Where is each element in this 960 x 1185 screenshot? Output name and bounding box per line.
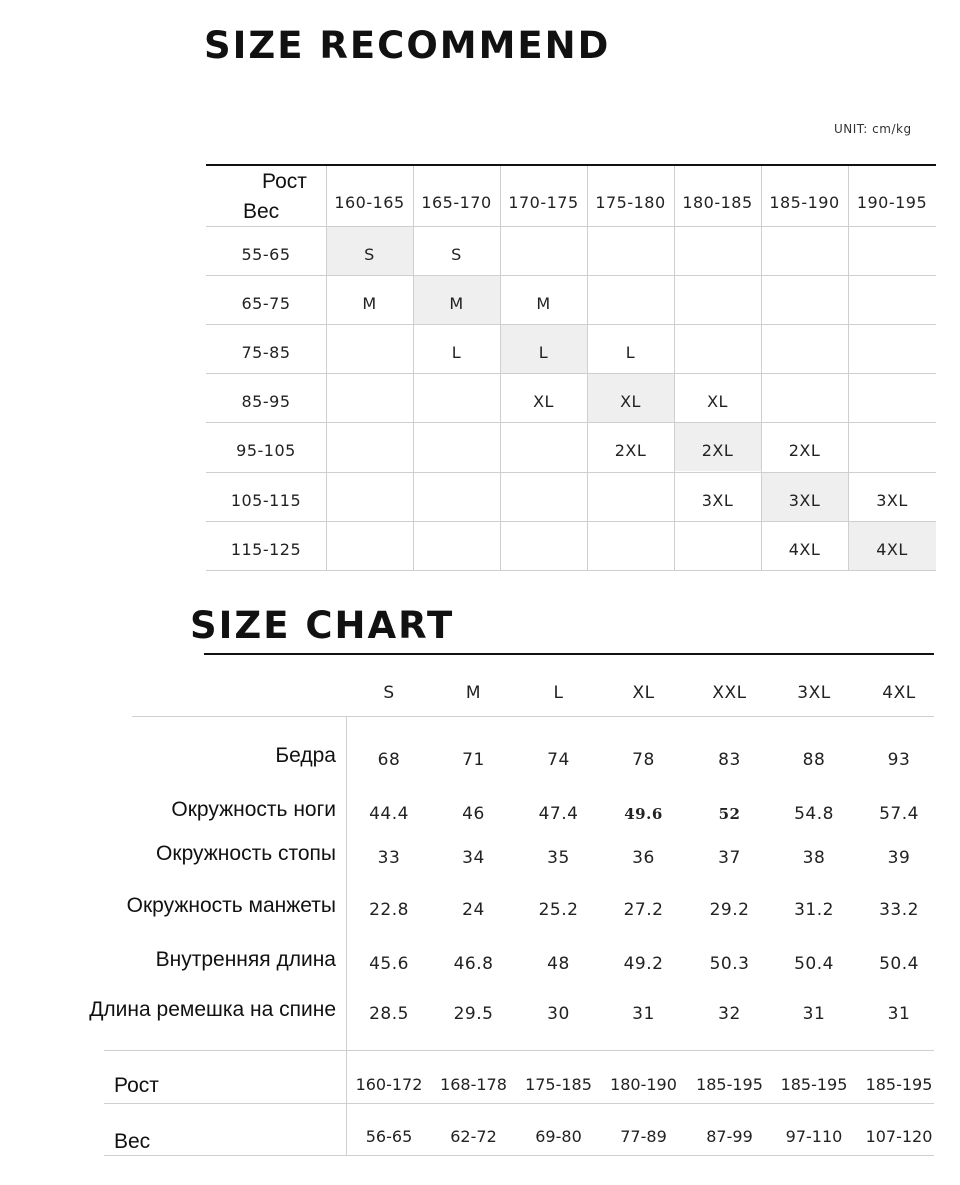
size-cell: 4XL — [876, 539, 908, 559]
measure-value: 31 — [887, 1004, 911, 1024]
chart-title: SIZE CHART — [190, 604, 455, 647]
size-cell: S — [451, 245, 462, 265]
measure-value: 45.6 — [369, 954, 409, 974]
measure-value: 33 — [377, 848, 401, 868]
measure-value: 78 — [632, 750, 655, 770]
measure-value: 27.2 — [623, 900, 664, 920]
measure-value: 28.5 — [369, 1004, 409, 1024]
height-header-160-165: 160-165 — [334, 192, 405, 212]
measure-value: 24 — [462, 900, 485, 920]
measure-value: 74 — [547, 750, 570, 770]
unit-label: UNIT: cm/kg — [834, 122, 912, 136]
measure-value: 29.2 — [709, 900, 750, 920]
measure-value: 83 — [718, 750, 741, 770]
size-cell: XL — [620, 392, 641, 412]
weight-range-value: 107-120 — [865, 1126, 933, 1146]
size-cell: 2XL — [788, 441, 821, 461]
weight-label-115-125: 115-125 — [230, 539, 302, 559]
size-header-XL: XL — [632, 683, 655, 703]
height-header-165-170: 165-170 — [421, 192, 492, 212]
measure-label: Окружность манжеты — [126, 894, 336, 917]
weight-range-value: 56-65 — [365, 1126, 413, 1146]
measure-value: 31 — [632, 1004, 655, 1024]
height-range-value: 185-195 — [865, 1074, 933, 1094]
measure-value: 49.6 — [624, 805, 663, 823]
measure-value: 33.2 — [879, 900, 919, 920]
measure-value: 50.4 — [794, 954, 834, 974]
weight-label-65-75: 65-75 — [241, 294, 291, 314]
height-range-value: 175-185 — [525, 1074, 592, 1094]
size-header-L: L — [553, 683, 564, 703]
height-range-value: 185-195 — [780, 1074, 848, 1094]
measure-value: 52 — [718, 805, 741, 823]
weight-label-105-115: 105-115 — [230, 490, 302, 510]
weight-range-value: 69-80 — [535, 1126, 582, 1146]
size-header-3XL: 3XL — [797, 683, 831, 703]
height-header-175-180: 175-180 — [595, 192, 666, 212]
measure-label: Длина ремешка на спине — [89, 998, 336, 1021]
size-cell: 3XL — [876, 490, 908, 510]
measure-value: 88 — [802, 750, 826, 770]
measure-value: 46 — [462, 804, 485, 824]
weight-row-label: Вес — [114, 1130, 151, 1153]
measure-value: 30 — [547, 1004, 570, 1024]
size-cell: S — [364, 245, 375, 265]
chart-bottom-rule — [104, 1155, 934, 1156]
chart-rule-weight — [104, 1103, 934, 1104]
measure-value: 50.3 — [709, 954, 750, 974]
measure-value: 29.5 — [453, 1004, 494, 1024]
size-cell: L — [538, 343, 549, 363]
measure-value: 50.4 — [879, 954, 919, 974]
weight-label-85-95: 85-95 — [241, 392, 291, 412]
measure-value: 93 — [887, 750, 911, 770]
size-cell: L — [625, 343, 636, 363]
size-cell: L — [451, 343, 462, 363]
chart-label-divider — [346, 716, 347, 1156]
height-header-170-175: 170-175 — [508, 192, 579, 212]
measure-value: 48 — [547, 954, 570, 974]
size-header-S: S — [383, 683, 395, 703]
size-cell: M — [536, 294, 551, 314]
weight-label-55-65: 55-65 — [241, 245, 291, 265]
measure-value: 71 — [462, 750, 485, 770]
measure-value: 37 — [718, 848, 741, 868]
weight-range-value: 87-99 — [706, 1126, 753, 1146]
size-cell: 3XL — [701, 490, 734, 510]
measure-value: 35 — [547, 848, 570, 868]
measure-value: 54.8 — [794, 804, 834, 824]
corner-weight-label: Вес — [243, 200, 280, 223]
size-cell: M — [449, 294, 464, 314]
corner-height-label: Рост — [262, 170, 307, 193]
measure-value: 68 — [377, 750, 401, 770]
size-header-M: M — [465, 683, 482, 703]
size-cell: M — [362, 294, 377, 314]
weight-range-value: 77-89 — [620, 1126, 667, 1146]
measure-value: 36 — [632, 848, 655, 868]
height-header-180-185: 180-185 — [682, 192, 753, 212]
chart-rule-height — [104, 1050, 934, 1051]
measure-value: 22.8 — [369, 900, 409, 920]
measure-value: 31.2 — [794, 900, 834, 920]
weight-label-95-105: 95-105 — [236, 441, 296, 461]
measure-value: 32 — [718, 1004, 741, 1024]
weight-range-value: 62-72 — [450, 1126, 497, 1146]
height-row-label: Рост — [114, 1074, 159, 1097]
weight-label-75-85: 75-85 — [241, 343, 291, 363]
height-header-185-190: 185-190 — [769, 192, 840, 212]
measure-value: 38 — [802, 848, 826, 868]
measure-value: 25.2 — [538, 900, 579, 920]
size-cell: 2XL — [614, 441, 647, 461]
measure-value: 44.4 — [369, 804, 409, 824]
height-range-value: 180-190 — [610, 1074, 677, 1094]
measure-label: Окружность ноги — [171, 798, 336, 821]
height-range-value: 185-195 — [696, 1074, 763, 1094]
weight-range-value: 97-110 — [785, 1126, 843, 1146]
height-range-value: 168-178 — [440, 1074, 507, 1094]
height-header-190-195: 190-195 — [856, 192, 928, 212]
size-cell: XL — [707, 392, 728, 412]
measure-value: 46.8 — [453, 954, 494, 974]
measure-value: 57.4 — [879, 804, 919, 824]
size-cell: 4XL — [788, 539, 821, 559]
measure-label: Бедра — [275, 744, 336, 767]
size-header-XXL: XXL — [712, 683, 747, 703]
measure-label: Внутренняя длина — [155, 948, 336, 971]
height-range-value: 160-172 — [355, 1074, 423, 1094]
size-cell: 3XL — [788, 490, 821, 510]
chart-header-rule — [132, 716, 934, 717]
recommend-title: SIZE RECOMMEND — [204, 24, 611, 67]
size-header-4XL: 4XL — [882, 683, 916, 703]
measure-value: 49.2 — [623, 954, 664, 974]
measure-value: 39 — [887, 848, 911, 868]
measure-value: 31 — [802, 1004, 826, 1024]
measure-value: 34 — [462, 848, 485, 868]
size-cell: 2XL — [701, 441, 734, 461]
size-cell: XL — [533, 392, 554, 412]
measure-label: Окружность стопы — [156, 842, 336, 865]
measure-value: 47.4 — [538, 804, 579, 824]
